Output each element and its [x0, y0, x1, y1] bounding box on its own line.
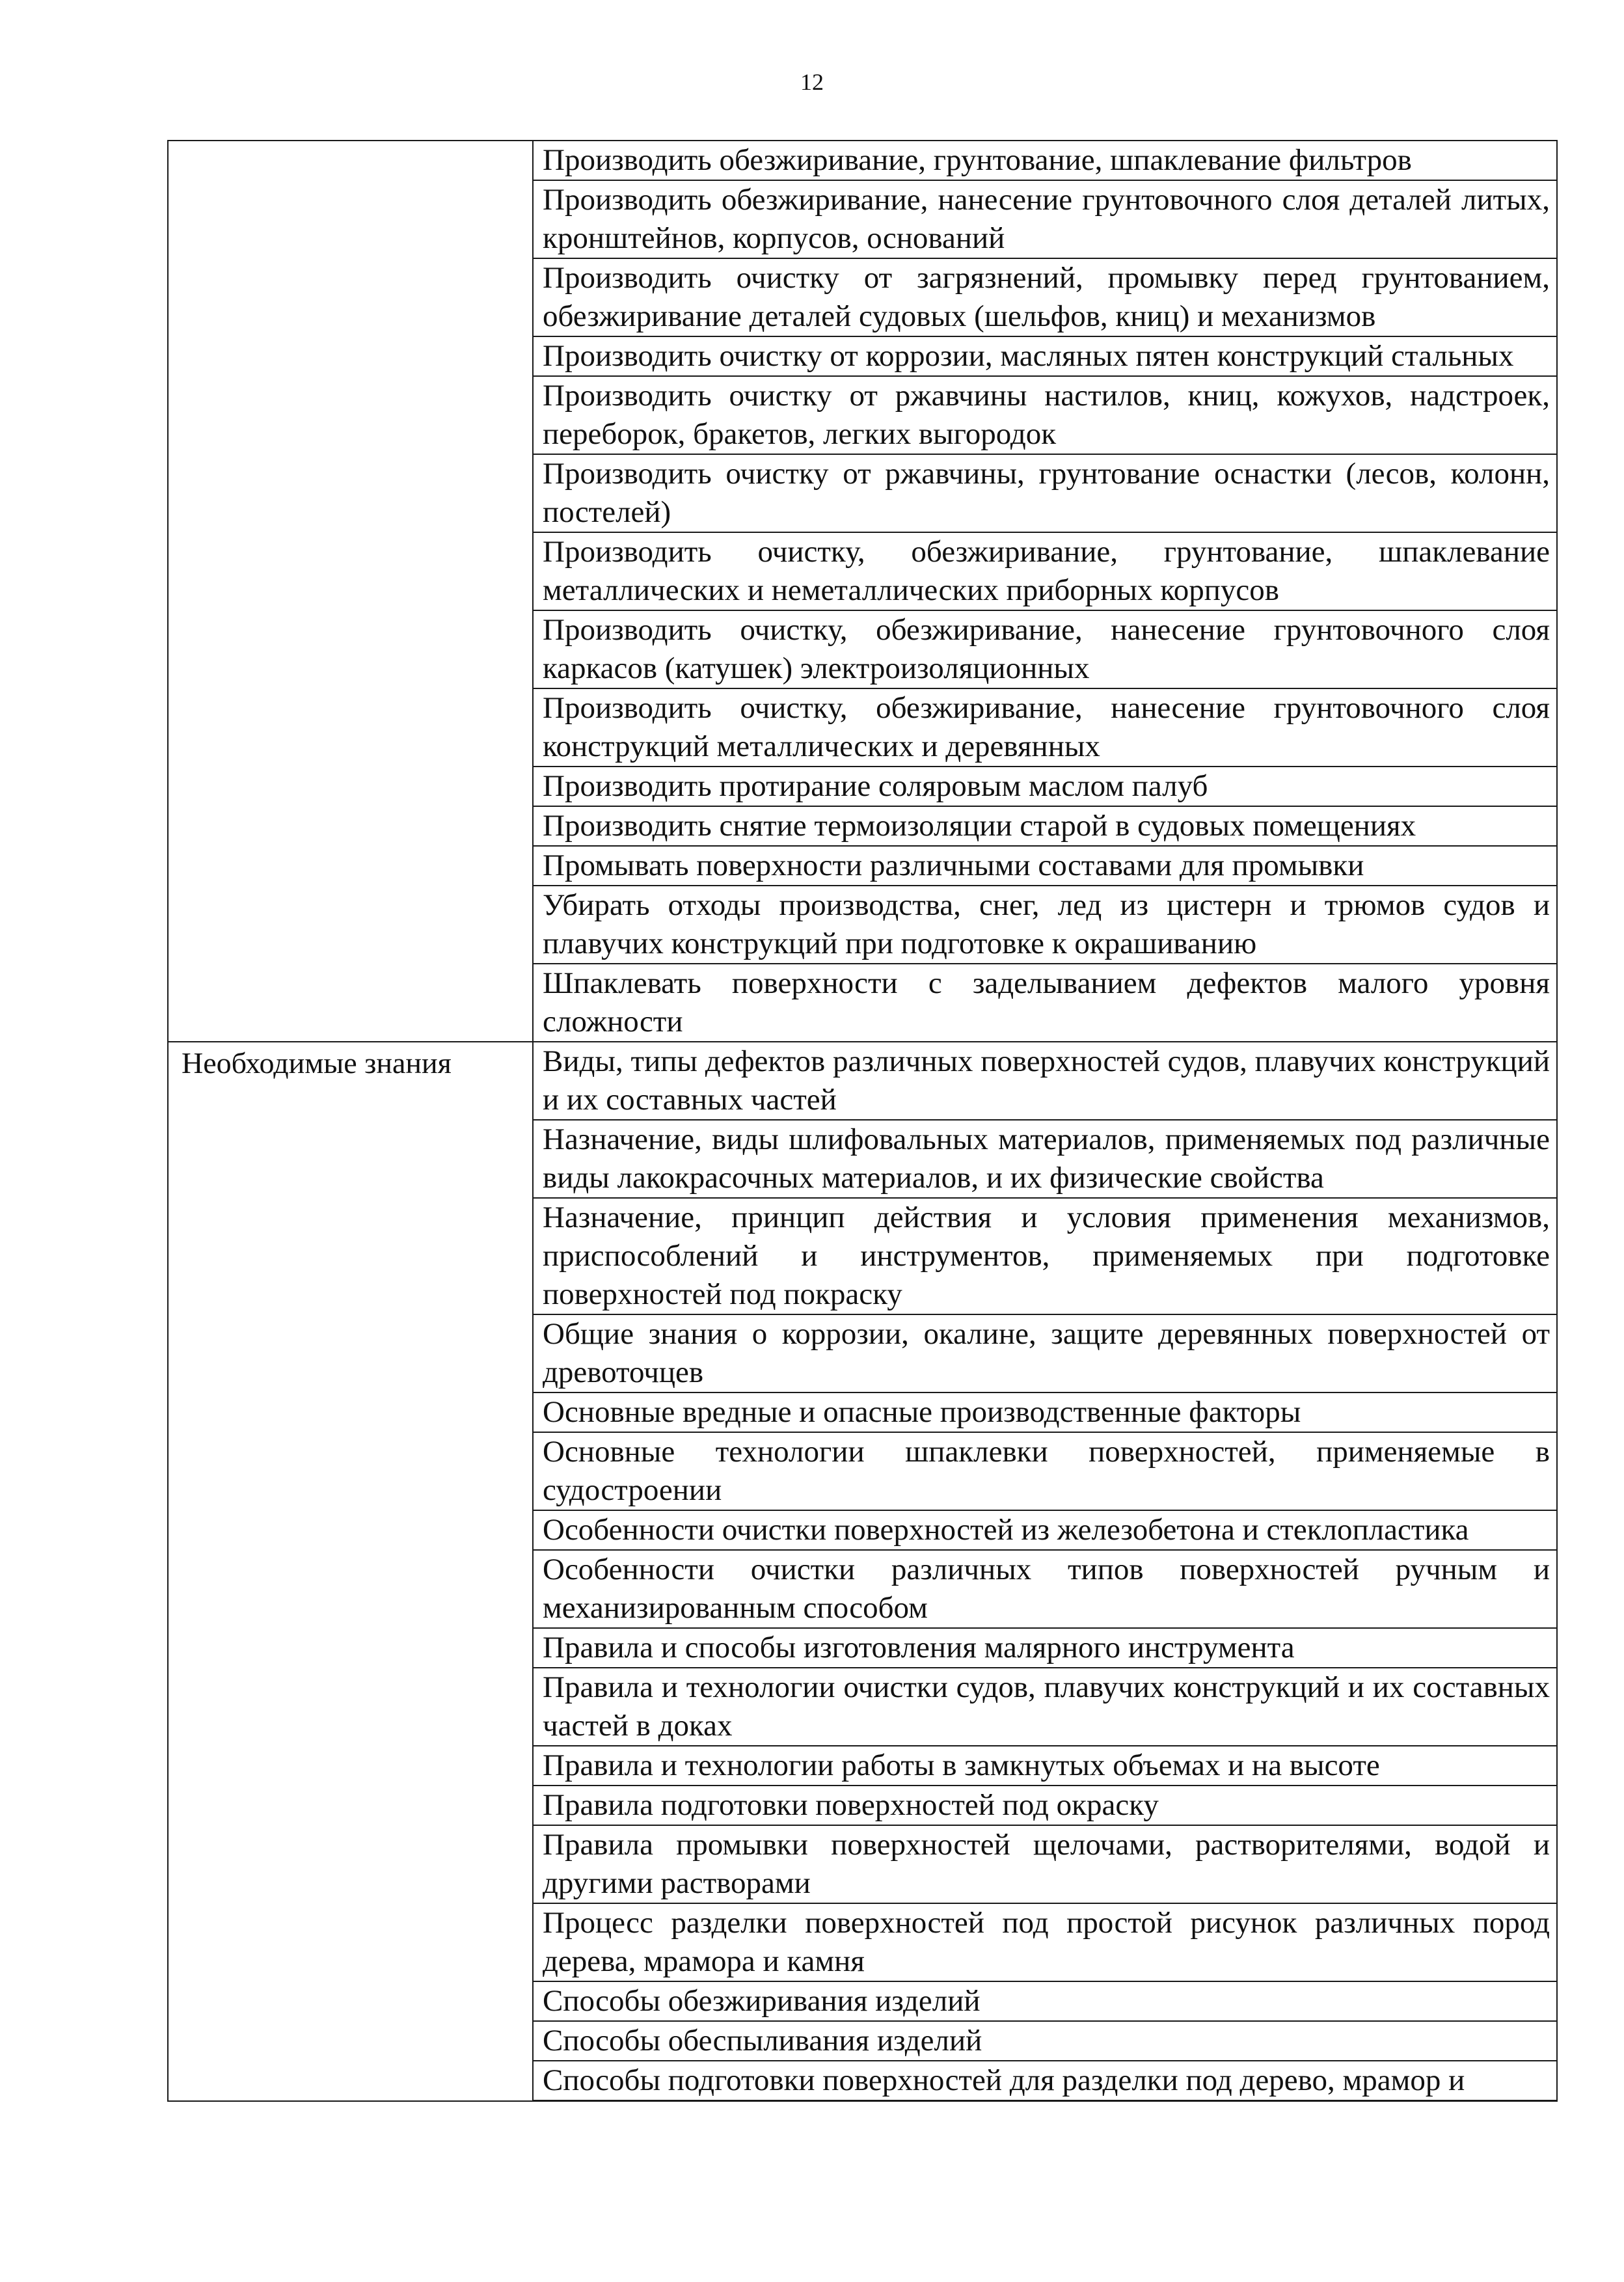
requirement-item: Виды, типы дефектов различных поверхностей судов, плавучих конструкций и их составных частей — [533, 1042, 1557, 1120]
requirement-item: Производить очистку от ржавчины настилов, книц, кожухов, надстроек, переборок, бракетов, легких выгородок — [533, 376, 1557, 454]
requirement-item: Производить очистку, обезжиривание, нанесение грунтовочного слоя конструкций металлических и деревянных — [533, 688, 1557, 767]
requirement-item: Производить очистку от коррозии, масляных пятен конструкций стальных — [533, 336, 1557, 376]
requirement-item: Особенности очистки различных типов поверхностей ручным и механизированным способом — [533, 1550, 1557, 1628]
requirement-item: Правила промывки поверхностей щелочами, растворителями, водой и другими растворами — [533, 1825, 1557, 1903]
requirement-item: Правила и способы изготовления малярного инструмента — [533, 1628, 1557, 1668]
requirement-item: Процесс разделки поверхностей под простой рисунок различных пород дерева, мрамора и камня — [533, 1903, 1557, 1981]
requirement-item: Основные вредные и опасные производственные факторы — [533, 1392, 1557, 1432]
requirement-item: Общие знания о коррозии, окалине, защите деревянных поверхностей от древоточцев — [533, 1314, 1557, 1392]
table-row — [168, 1042, 1557, 1120]
requirement-item: Промывать поверхности различными составами для промывки — [533, 846, 1557, 886]
requirement-item: Убирать отходы производства, снег, лед из цистерн и трюмов судов и плавучих конструкций при подготовке к окрашиванию — [533, 886, 1557, 964]
requirement-item: Правила и технологии очистки судов, плавучих конструкций и их составных частей в доках — [533, 1668, 1557, 1746]
table-row — [168, 141, 1557, 180]
requirement-item: Способы подготовки поверхностей для разделки под дерево, мрамор и — [533, 2061, 1557, 2101]
requirement-item: Производить очистку от загрязнений, промывку перед грунтованием, обезжиривание деталей судовых (шельфов, книц) и механизмов — [533, 258, 1557, 336]
requirement-item: Шпаклевать поверхности с заделыванием дефектов малого уровня сложности — [533, 964, 1557, 1042]
section-label-cell — [168, 141, 533, 1042]
section-label-cell — [168, 1042, 533, 2101]
requirement-item: Особенности очистки поверхностей из железобетона и стеклопластика — [533, 1510, 1557, 1550]
section-label: Необходимые знания — [182, 1046, 452, 1080]
requirement-item: Правила подготовки поверхностей под окраску — [533, 1786, 1557, 1825]
requirement-item: Основные технологии шпаклевки поверхностей, применяемые в судостроении — [533, 1432, 1557, 1510]
requirements-table — [167, 140, 1558, 2102]
requirement-item: Назначение, виды шлифовальных материалов, применяемых под различные виды лакокрасочных материалов, и их физические свойства — [533, 1120, 1557, 1198]
requirement-item: Производить очистку, обезжиривание, грунтование, шпаклевание металлических и неметаллических приборных корпусов — [533, 532, 1557, 610]
page-number: 12 — [800, 69, 824, 95]
requirement-item: Производить обезжиривание, нанесение грунтовочного слоя деталей литых, кронштейнов, корпусов, оснований — [533, 180, 1557, 258]
requirement-item: Производить очистку, обезжиривание, нанесение грунтовочного слоя каркасов (катушек) электроизоляционных — [533, 610, 1557, 688]
requirement-item: Производить протирание соляровым маслом палуб — [533, 767, 1557, 806]
requirement-item: Производить снятие термоизоляции старой в судовых помещениях — [533, 806, 1557, 846]
requirement-item: Производить очистку от ржавчины, грунтование оснастки (лесов, колонн, постелей) — [533, 454, 1557, 532]
requirement-item: Производить обезжиривание, грунтование, шпаклевание фильтров — [533, 141, 1557, 180]
requirement-item: Правила и технологии работы в замкнутых объемах и на высоте — [533, 1746, 1557, 1786]
requirement-item: Способы обезжиривания изделий — [533, 1981, 1557, 2021]
table-body — [168, 141, 1557, 2101]
requirement-item: Способы обеспыливания изделий — [533, 2021, 1557, 2061]
requirement-item: Назначение, принцип действия и условия применения механизмов, приспособлений и инструментов, применяемых при подготовке поверхностей под покраску — [533, 1198, 1557, 1314]
